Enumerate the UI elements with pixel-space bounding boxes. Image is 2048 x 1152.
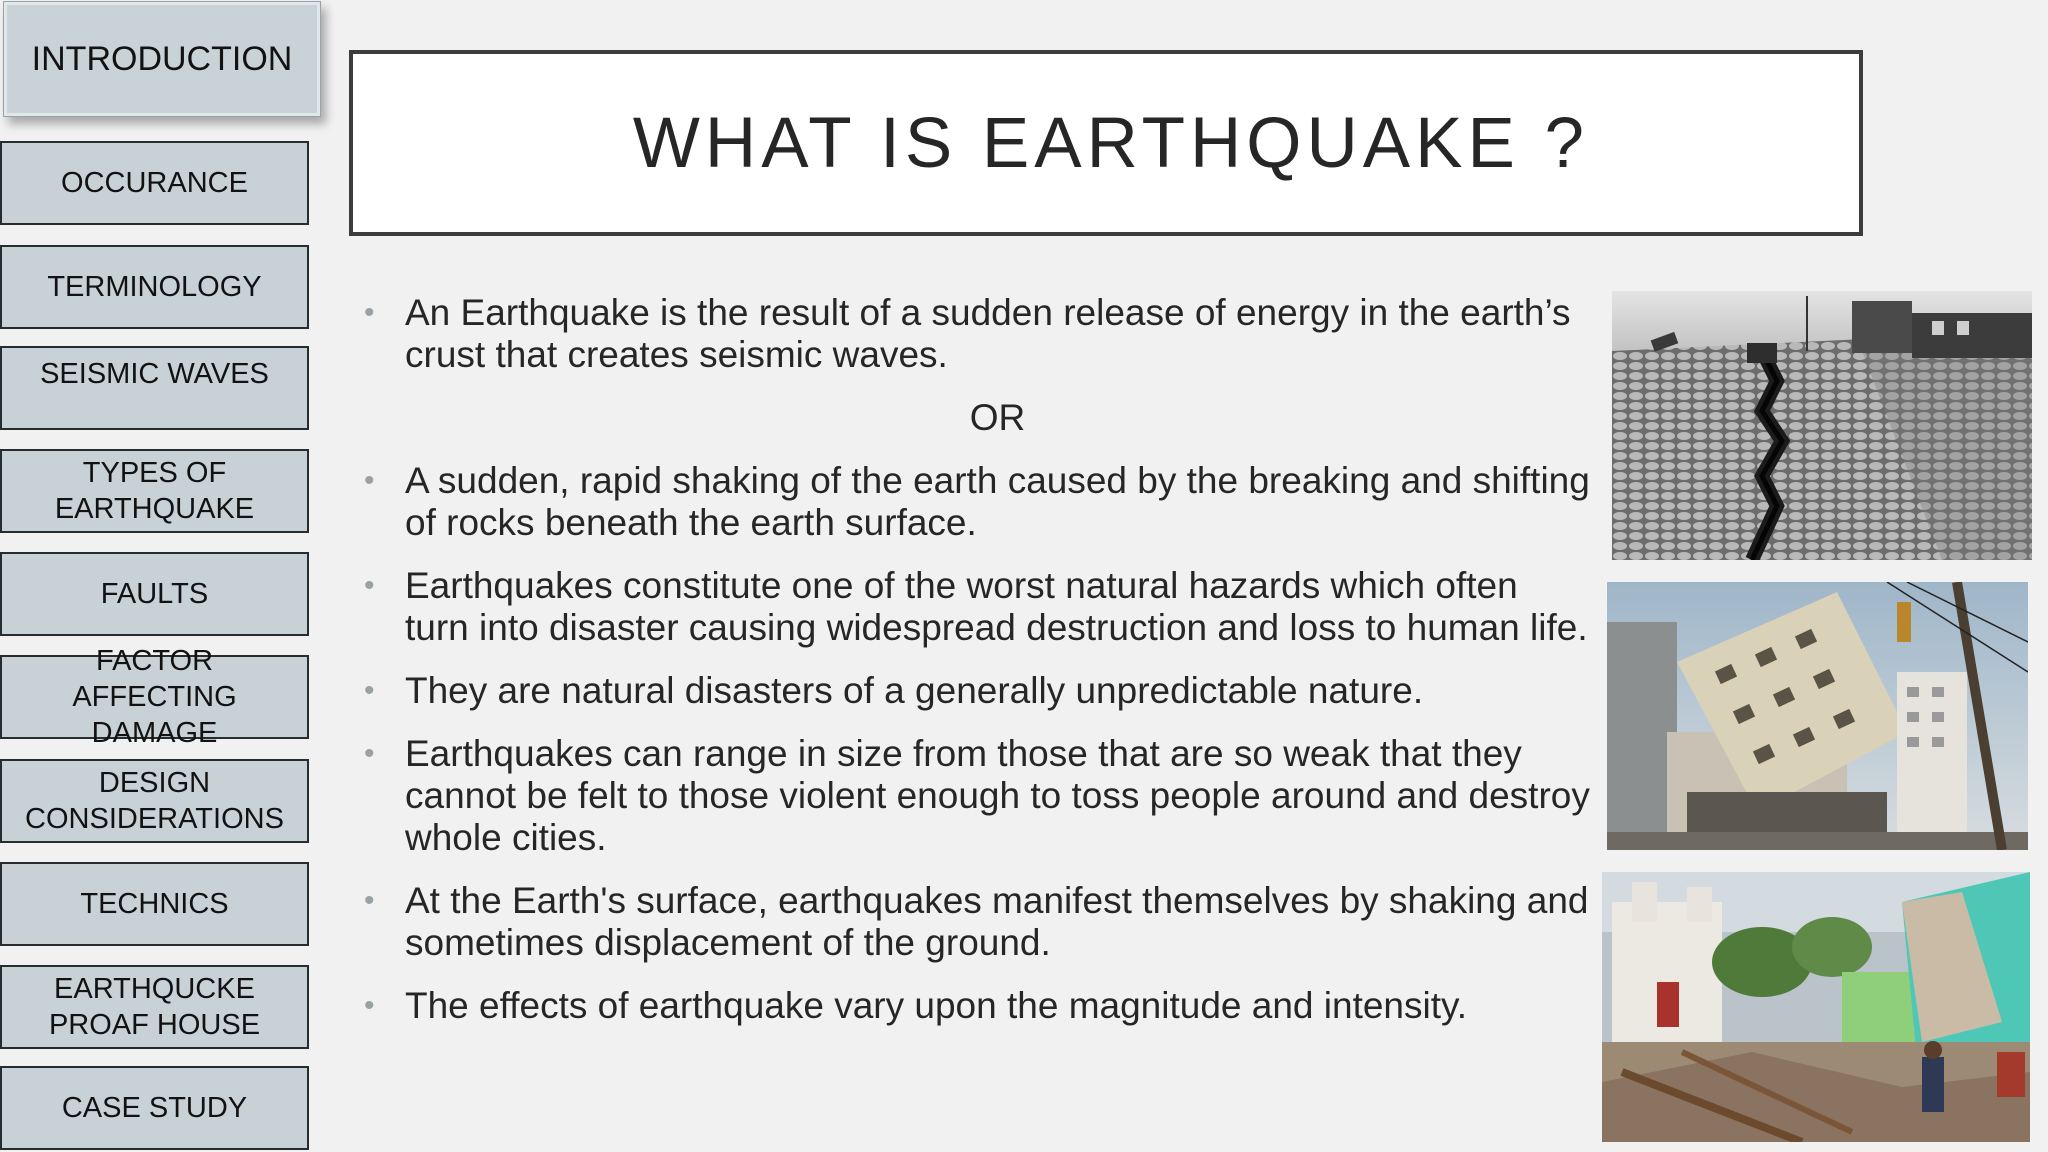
bullet-text: An Earthquake is the result of a sudden release of energy in the earth’s crust that creates seismic waves. bbox=[405, 292, 1571, 375]
nav-label: TECHNICS bbox=[80, 888, 229, 920]
nav-label: CASE STUDY bbox=[61, 1092, 248, 1124]
bullet-item bbox=[360, 985, 1590, 1027]
cracked-street-photo bbox=[1612, 291, 2032, 560]
bullet-text: At the Earth's surface, earthquakes manifest themselves by shaking and sometimes displacement of the ground. bbox=[405, 880, 1589, 963]
nav-factor-affecting-damage-button[interactable] bbox=[0, 645, 309, 749]
nav-label: DESIGN bbox=[98, 767, 211, 799]
nav-technics-button[interactable] bbox=[0, 862, 309, 946]
nav-occurance-button[interactable] bbox=[0, 141, 309, 225]
tilted-building-photo bbox=[1607, 582, 2028, 850]
nav-types-of-earthquake-button[interactable] bbox=[0, 449, 309, 533]
bullet-dot: • bbox=[364, 464, 375, 497]
nav-earthqucke-proaf-house-button[interactable] bbox=[0, 965, 309, 1049]
bullet-item bbox=[360, 670, 1590, 712]
bullet-item bbox=[360, 733, 1590, 859]
bullet-dot: • bbox=[364, 884, 375, 917]
nav-faults-button[interactable] bbox=[0, 552, 309, 636]
nav-label: DAMAGE bbox=[91, 717, 218, 749]
nav-label: SEISMIC WAVES bbox=[40, 358, 269, 390]
nav-label: TYPES OF bbox=[82, 457, 227, 489]
bullet-text: Earthquakes can range in size from those that are so weak that they cannot be felt to those violent enough to toss people around and destroy whole cities. bbox=[405, 733, 1590, 858]
bullet-item bbox=[360, 565, 1590, 649]
or-separator: OR bbox=[969, 397, 1026, 438]
nav-label: AFFECTING bbox=[72, 681, 237, 713]
nav-label: CONSIDERATIONS bbox=[25, 803, 284, 835]
bullet-dot: • bbox=[364, 296, 375, 329]
bullet-list bbox=[360, 292, 1590, 1048]
bullet-item bbox=[360, 880, 1590, 964]
damaged-house-photo bbox=[1602, 872, 2030, 1142]
nav-terminology-button[interactable] bbox=[0, 245, 309, 329]
nav-label: FACTOR bbox=[95, 645, 214, 677]
bullet-dot: • bbox=[364, 674, 375, 707]
nav-label: PROAF HOUSE bbox=[48, 1009, 261, 1041]
bullet-dot: • bbox=[364, 737, 375, 770]
page-title: WHAT IS EARTHQUAKE ? bbox=[632, 103, 1590, 183]
bullet-dot: • bbox=[364, 569, 375, 602]
bullet-text: Earthquakes constitute one of the worst natural hazards which often turn into disaster causing widespread destruction and loss to human life. bbox=[405, 565, 1588, 648]
nav-label: OCCURANCE bbox=[61, 167, 248, 199]
nav-label: FAULTS bbox=[100, 578, 209, 610]
bullet-text: A sudden, rapid shaking of the earth caused by the breaking and shifting of rocks beneath the earth surface. bbox=[405, 460, 1590, 543]
nav-introduction-button[interactable] bbox=[3, 1, 321, 117]
bullet-item bbox=[360, 460, 1590, 544]
title-box bbox=[349, 50, 1863, 236]
bullet-item bbox=[360, 292, 1590, 376]
nav-label: EARTHQUCKE bbox=[54, 973, 255, 1005]
nav-design-considerations-button[interactable] bbox=[0, 759, 309, 843]
nav-label: TERMINOLOGY bbox=[47, 271, 262, 303]
nav-label: INTRODUCTION bbox=[31, 40, 293, 78]
nav-seismic-waves-button[interactable] bbox=[0, 346, 309, 430]
bullet-dot: • bbox=[364, 989, 375, 1022]
bullet-text: The effects of earthquake vary upon the magnitude and intensity. bbox=[405, 985, 1468, 1026]
nav-label: EARTHQUAKE bbox=[54, 493, 255, 525]
bullet-text: They are natural disasters of a generally unpredictable nature. bbox=[405, 670, 1424, 711]
nav-case-study-button[interactable] bbox=[0, 1066, 309, 1150]
